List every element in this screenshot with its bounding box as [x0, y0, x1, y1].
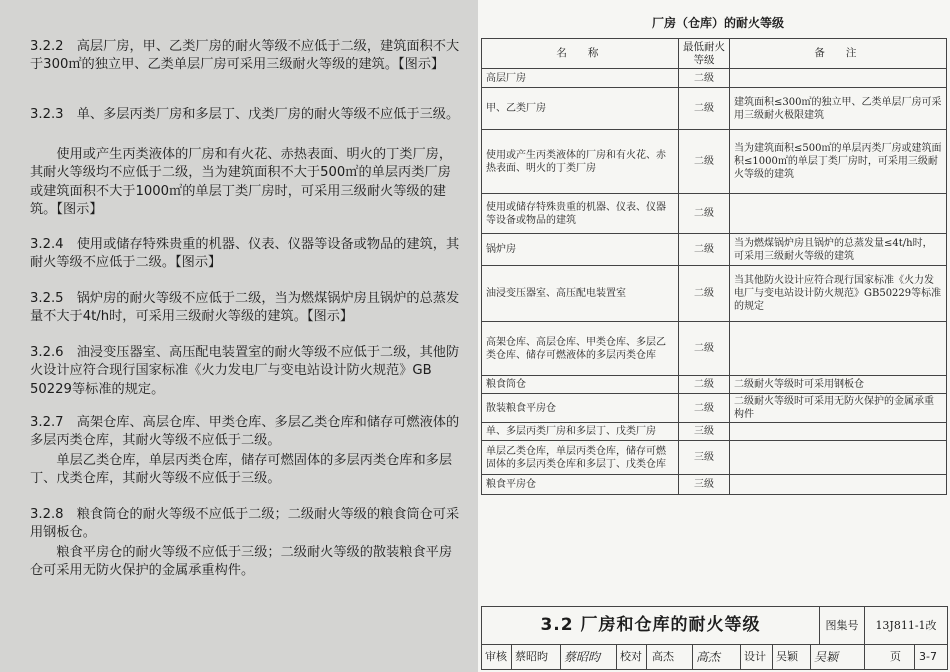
row-level: 二级	[679, 194, 730, 234]
row-name: 散装粮食平房仓	[482, 394, 679, 423]
row-name: 锅炉房	[482, 234, 679, 266]
designer-name: 吴颖	[776, 650, 798, 663]
row-name: 使用或产生丙类液体的厂房和有火花、赤热表面、明火的丁类厂房	[482, 130, 679, 194]
row-level: 三级	[679, 441, 730, 475]
table-row	[482, 69, 947, 88]
checker-signature: 高杰	[696, 650, 721, 664]
row-level: 二级	[679, 69, 730, 88]
clause-3-2-5: 3.2.5 锅炉房的耐火等级不应低于二级，当为燃煤锅炉房且锅炉的总蒸发量不大于4t/h时，可采用三级耐火等级的建筑。【图示】	[30, 291, 460, 325]
reviewer-signature: 蔡昭昀	[564, 650, 601, 664]
drawing-title: 3.2 厂房和仓库的耐火等级	[482, 607, 820, 645]
table-row	[482, 441, 947, 475]
row-note	[730, 475, 947, 495]
atlas-number: 13J811-1改	[865, 607, 947, 645]
designer-signature: 吴颖	[814, 650, 839, 664]
row-note	[730, 423, 947, 441]
row-level: 三级	[679, 423, 730, 441]
table-row	[482, 130, 947, 194]
row-name: 粮食筒仓	[482, 376, 679, 394]
clause-3-2-2: 3.2.2 高层厂房，甲、乙类厂房的耐火等级不应低于二级，建筑面积不大于300㎡的独立甲、乙类单层厂房可采用三级耐火等级的建筑。【图示】	[30, 39, 460, 73]
row-name: 使用或储存特殊贵重的机器、仪表、仪器等设备或物品的建筑	[482, 194, 679, 234]
clause-3-2-7: 3.2.7 高架仓库、高层仓库、甲类仓库、多层乙类仓库和储存可燃液体的多层丙类仓库，其耐火等级不应低于二级。	[30, 415, 460, 449]
row-level: 二级	[679, 234, 730, 266]
clause-3-2-3: 3.2.3 单、多层丙类厂房和多层丁、戊类厂房的耐火等级不应低于三级。	[30, 107, 460, 122]
checker-name: 高杰	[652, 650, 674, 663]
row-level: 二级	[679, 376, 730, 394]
table-row	[482, 88, 947, 130]
clause-3-2-6: 3.2.6 油浸变压器室、高压配电装置室的耐火等级不应低于二级，其他防火设计应符合现行国家标准《火力发电厂与变电站设计防火规范》GB 50229等标准的规定。	[30, 345, 460, 397]
table-row	[482, 266, 947, 322]
check-label: 校对	[620, 650, 642, 663]
atlas-label: 图集号	[820, 607, 865, 645]
row-name: 甲、乙类厂房	[482, 88, 679, 130]
row-note: 当其他防火设计应符合现行国家标准《火力发电厂与变电站设计防火规范》GB50229等标准的规定	[730, 266, 947, 322]
clause-3-2-4: 3.2.4 使用或储存特殊贵重的机器、仪表、仪器等设备或物品的建筑，其耐火等级不应低于二级。【图示】	[30, 237, 460, 271]
row-note: 建筑面积≤300㎡的独立甲、乙类单层厂房可采用三级耐火极限建筑	[730, 88, 947, 130]
row-note: 当为建筑面积≤500㎡的单层丙类厂房或建筑面积≤1000㎡的单层丁类厂房时，可采用三级耐火等级的建筑	[730, 130, 947, 194]
table-row	[482, 194, 947, 234]
row-note: 二级耐火等级时可采用无防火保护的金属承重构件	[730, 394, 947, 423]
review-label: 审核	[485, 650, 507, 663]
header-level: 最低耐火等级	[679, 39, 730, 69]
row-note	[730, 441, 947, 475]
clause-3-2-7-detail: 单层乙类仓库，单层丙类仓库，储存可燃固体的多层丙类仓库和多层丁、戊类仓库，其耐火等级不应低于三级。	[30, 453, 453, 487]
table-title: 厂房（仓库）的耐火等级	[651, 16, 784, 30]
design-label: 设计	[744, 650, 766, 663]
row-name: 单、多层丙类厂房和多层丁、戊类厂房	[482, 423, 679, 441]
row-level: 二级	[679, 88, 730, 130]
row-level: 二级	[679, 394, 730, 423]
table-row	[482, 376, 947, 394]
signature-row	[482, 645, 947, 669]
row-level: 二级	[679, 266, 730, 322]
title-block	[481, 606, 948, 670]
row-level: 二级	[679, 130, 730, 194]
table-row	[482, 423, 947, 441]
clause-3-2-8-detail: 粮食平房仓的耐火等级不应低于三级；二级耐火等级的散装粮食平房仓可采用无防火保护的金属承重构件。	[30, 545, 453, 579]
fire-rating-table	[481, 38, 947, 495]
page-number: 3-7	[919, 650, 937, 663]
header-note: 备 注	[730, 39, 947, 69]
row-name: 高架仓库、高层仓库、甲类仓库、多层乙类仓库、储存可燃液体的多层丙类仓库	[482, 322, 679, 376]
row-note: 当为燃煤锅炉房且锅炉的总蒸发量≤4t/h时，可采用三级耐火等级的建筑	[730, 234, 947, 266]
row-level: 二级	[679, 322, 730, 376]
reviewer-name: 蔡昭昀	[515, 650, 548, 663]
table-header-row	[482, 39, 947, 69]
table-row	[482, 322, 947, 376]
row-note: 二级耐火等级时可采用钢板仓	[730, 376, 947, 394]
row-note	[730, 322, 947, 376]
table-row	[482, 394, 947, 423]
table-row	[482, 234, 947, 266]
row-note	[730, 194, 947, 234]
clause-3-2-8: 3.2.8 粮食筒仓的耐火等级不应低于二级；二级耐火等级的粮食筒仓可采用钢板仓。	[30, 507, 460, 541]
row-note	[730, 69, 947, 88]
row-name: 单层乙类仓库，单层丙类仓库，储存可燃固体的多层丙类仓库和多层丁、戊类仓库	[482, 441, 679, 475]
row-level: 三级	[679, 475, 730, 495]
row-name: 油浸变压器室、高压配电装置室	[482, 266, 679, 322]
table-row	[482, 475, 947, 495]
clause-3-2-3-detail: 使用或产生丙类液体的厂房和有火花、赤热表面、明火的丁类厂房，其耐火等级均不应低于二级，当为建筑面积不大于500㎡的单层丙类厂房或建筑面积不大于1000㎡的单层丁类厂房时，可采用三级耐火等级的建筑。【图示】	[30, 147, 453, 218]
page-label: 页	[890, 650, 901, 663]
row-name: 粮食平房仓	[482, 475, 679, 495]
row-name: 高层厂房	[482, 69, 679, 88]
header-name: 名 称	[482, 39, 679, 69]
